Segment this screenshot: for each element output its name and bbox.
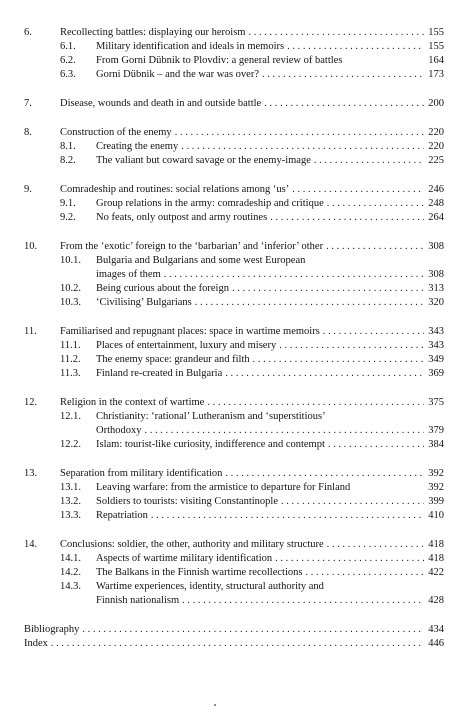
section-entry-title-line [96,40,444,54]
section-entry [24,438,444,452]
section-entry-number: 10.2. [60,283,81,294]
chapter-heading-title: Separation from military identification [60,468,223,479]
dot-leader [314,154,424,168]
section-entry-continued-title: Finnish nationalism [96,595,180,606]
chapter-heading [24,183,444,197]
section-entry-continued-page-number: 308 [428,269,444,280]
section-entry-title-line [96,197,444,211]
dot-leader [264,97,424,111]
table-of-contents [24,26,444,651]
section-entry-title: Soldiers to tourists: visiting Constantinople [96,496,279,507]
chapter-entry [24,240,444,310]
section-entry-number: 13.1. [60,482,81,493]
chapter-heading-page-number: 343 [428,326,444,337]
section-entry-title-line [96,509,444,523]
dot-leader [207,396,424,410]
section-entry-title: The enemy space: grandeur and filth [96,354,250,365]
section-entry-continued-title-line [96,268,444,282]
section-entry-title-line [96,438,444,452]
section-entry-page-number: 320 [428,297,444,308]
section-entry-title: Wartime experiences, identity, structural authority and [96,581,324,592]
section-entry-number: 6.1. [60,41,76,52]
section-entry-title-line [96,154,444,168]
section-entry-number: 10.1. [60,255,81,266]
chapter-heading-title: Comradeship and routines: social relations among ‘us’ [60,184,290,195]
dot-leader [181,140,424,154]
section-entry-continued-title: Orthodoxy [96,425,142,436]
dot-leader [225,367,424,381]
dot-leader [328,438,424,452]
dot-leader [323,325,424,339]
section-entry [24,197,444,211]
section-entry-page-number: 399 [428,496,444,507]
section-entry-title-line [96,481,444,495]
back-matter-entry-title-line [24,623,444,637]
section-entry [24,495,444,509]
section-entry-title: Military identification and ideals in memoirs [96,41,285,52]
back-matter-entry-title: Index [24,638,48,649]
section-entry-title: Finland re-created in Bulgaria [96,368,223,379]
section-entry-title-line [96,353,444,367]
section-entry [24,367,444,381]
section-entry-continued [24,594,444,608]
section-entry-page-number: 418 [428,553,444,564]
chapter-heading-page-number: 220 [428,127,444,138]
chapter-heading-title-line [60,97,444,111]
chapter-heading-number: 13. [24,468,38,479]
section-entry-page-number: 155 [428,41,444,52]
section-entry-title-line [96,140,444,154]
section-entry-title: Islam: tourist-like curiosity, indifference and contempt [96,439,325,450]
dot-leader [305,566,424,580]
chapter-heading [24,325,444,339]
chapter-heading-number: 10. [24,241,38,252]
chapter-heading-page-number: 155 [428,27,444,38]
chapter-heading-title: Recollecting battles: displaying our heroism [60,27,246,38]
section-entry [24,40,444,54]
chapter-heading-page-number: 200 [428,98,444,109]
chapter-heading-title-line [60,240,444,254]
dot-leader [232,282,424,296]
section-entry-title-line [96,495,444,509]
dot-leader [327,197,424,211]
dot-leader [151,509,424,523]
section-entry-number: 8.2. [60,155,76,166]
chapter-heading [24,538,444,552]
chapter-heading-title: From the ‘exotic’ foreign to the ‘barbarian’ and ‘inferior’ other [60,241,324,252]
section-entry [24,282,444,296]
section-entry-page-number: 343 [428,340,444,351]
section-entry-title: Repatriation [96,510,148,521]
section-entry-title: Aspects of wartime military identification [96,553,273,564]
back-matter-entry-title: Bibliography [24,624,80,635]
section-entry [24,353,444,367]
dot-leader [275,552,424,566]
section-entry [24,211,444,225]
section-entry-title: Group relations in the army: comradeship and critique [96,198,324,209]
chapter-heading-number: 8. [24,127,32,138]
chapter-heading-title-line [60,26,444,40]
section-entry-number: 14.2. [60,567,81,578]
section-entry-continued [24,268,444,282]
chapter-heading-page-number: 375 [428,397,444,408]
section-entry-page-number: 369 [428,368,444,379]
page-speck [214,704,216,706]
section-entry-number: 10.3. [60,297,81,308]
section-entry-title-line [96,54,444,68]
section-entry-title: The Balkans in the Finnish wartime recollections [96,567,303,578]
back-matter-entry-page-number: 434 [428,624,444,635]
section-entry [24,254,444,268]
section-entry [24,339,444,353]
dot-leader [287,40,424,54]
chapter-heading [24,467,444,481]
dot-leader [326,240,424,254]
section-entry-page-number: 220 [428,141,444,152]
section-entry-title-line [96,296,444,310]
dot-leader [327,538,424,552]
chapter-heading-title-line [60,183,444,197]
chapter-entry [24,97,444,111]
dot-leader [248,26,424,40]
chapter-heading-number: 6. [24,27,32,38]
chapter-heading-title-line [60,538,444,552]
chapter-entry [24,325,444,381]
section-entry-page-number: 422 [428,567,444,578]
chapter-entry [24,183,444,225]
dot-leader [145,424,425,438]
chapter-heading-title-line [60,325,444,339]
section-entry-title: Bulgaria and Bulgarians and some west European [96,255,306,266]
chapter-entry [24,26,444,82]
section-entry-page-number: 225 [428,155,444,166]
section-entry-title-line [96,580,444,594]
dot-leader [175,126,424,140]
dot-leader [182,594,424,608]
section-entry-page-number: 164 [428,55,444,66]
chapter-entry [24,126,444,168]
section-entry-page-number: 384 [428,439,444,450]
section-entry [24,509,444,523]
section-entry-title-line [96,339,444,353]
chapter-heading [24,396,444,410]
section-entry-number: 9.1. [60,198,76,209]
section-entry [24,140,444,154]
dot-leader [253,353,424,367]
section-entry-page-number: 392 [428,482,444,493]
dot-leader [281,495,424,509]
dot-leader [82,623,424,637]
chapter-heading [24,97,444,111]
chapter-heading-number: 14. [24,539,38,550]
chapter-heading-number: 11. [24,326,37,337]
dot-leader [279,339,424,353]
dot-leader [195,296,424,310]
section-entry-number: 12.2. [60,439,81,450]
section-entry-number: 11.1. [60,340,81,351]
section-entry-number: 6.2. [60,55,76,66]
section-entry-title-line [96,410,444,424]
section-entry-continued-page-number: 379 [428,425,444,436]
dot-leader [270,211,424,225]
chapter-heading-title-line [60,467,444,481]
chapter-heading [24,26,444,40]
section-entry-title: Being curious about the foreign [96,283,229,294]
back-matter-entry-page-number: 446 [428,638,444,649]
chapter-heading-number: 7. [24,98,32,109]
section-entry-number: 14.1. [60,553,81,564]
section-entry-title: No feats, only outpost and army routines [96,212,268,223]
section-entry-page-number: 349 [428,354,444,365]
back-matter-entry [24,623,444,637]
section-entry [24,580,444,594]
section-entry [24,68,444,82]
section-entry-page-number: 313 [428,283,444,294]
dot-leader [51,637,424,651]
chapter-heading-page-number: 392 [428,468,444,479]
chapter-heading-title: Religion in the context of wartime [60,397,205,408]
chapter-heading-page-number: 418 [428,539,444,550]
section-entry-number: 14.3. [60,581,81,592]
chapter-heading-title: Familiarised and repugnant places: space in wartime memoirs [60,326,320,337]
dot-leader [164,268,424,282]
chapter-heading-number: 9. [24,184,32,195]
section-entry [24,54,444,68]
section-entry-title: Christianity: ‘rational’ Lutheranism and ‘superstitious’ [96,411,326,422]
section-entry-number: 11.3. [60,368,81,379]
back-matter-entry [24,637,444,651]
section-entry-page-number: 173 [428,69,444,80]
chapter-heading-page-number: 308 [428,241,444,252]
section-entry-number: 9.2. [60,212,76,223]
section-entry-title-line [96,552,444,566]
section-entry-title-line [96,211,444,225]
section-entry [24,296,444,310]
back-matter [24,623,444,651]
chapter-heading-title: Construction of the enemy [60,127,172,138]
section-entry-page-number: 264 [428,212,444,223]
section-entry-title: The valiant but coward savage or the enemy-image [96,155,311,166]
section-entry-title: From Gorni Dübnik to Plovdiv: a general review of battles [96,55,343,66]
section-entry-continued-title-line [96,594,444,608]
section-entry [24,566,444,580]
section-entry-number: 8.1. [60,141,76,152]
section-entry-title-line [96,68,444,82]
section-entry [24,552,444,566]
back-matter-entry-title-line [24,637,444,651]
section-entry-title: Gorni Dübnik – and the war was over? [96,69,259,80]
section-entry-title: Creating the enemy [96,141,179,152]
section-entry-title: ‘Civilising’ Bulgarians [96,297,192,308]
section-entry-title-line [96,367,444,381]
section-entry [24,481,444,495]
chapter-heading [24,126,444,140]
section-entry-page-number: 248 [428,198,444,209]
chapter-heading [24,240,444,254]
chapter-heading-title-line [60,396,444,410]
section-entry-title-line [96,566,444,580]
section-entry-continued-page-number: 428 [428,595,444,606]
section-entry [24,410,444,424]
chapter-entry [24,467,444,523]
chapter-heading-page-number: 246 [428,184,444,195]
chapter-heading-title: Conclusions: soldier, the other, authority and military structure [60,539,324,550]
section-entry-title-line [96,282,444,296]
dot-leader [225,467,424,481]
section-entry-title-line [96,254,444,268]
chapter-heading-title-line [60,126,444,140]
section-entry-number: 6.3. [60,69,76,80]
section-entry-number: 11.2. [60,354,81,365]
dot-leader [292,183,424,197]
section-entry-title: Leaving warfare: from the armistice to departure for Finland [96,482,351,493]
section-entry-continued-title: images of them [96,269,161,280]
section-entry-continued [24,424,444,438]
dot-leader [262,68,424,82]
chapter-heading-number: 12. [24,397,38,408]
chapter-entry [24,396,444,452]
section-entry-continued-title-line [96,424,444,438]
section-entry-page-number: 410 [428,510,444,521]
section-entry-title: Places of entertainment, luxury and misery [96,340,277,351]
chapter-heading-title: Disease, wounds and death in and outside battle [60,98,262,109]
section-entry [24,154,444,168]
section-entry-number: 12.1. [60,411,81,422]
section-entry-number: 13.3. [60,510,81,521]
chapter-entry [24,538,444,608]
section-entry-number: 13.2. [60,496,81,507]
